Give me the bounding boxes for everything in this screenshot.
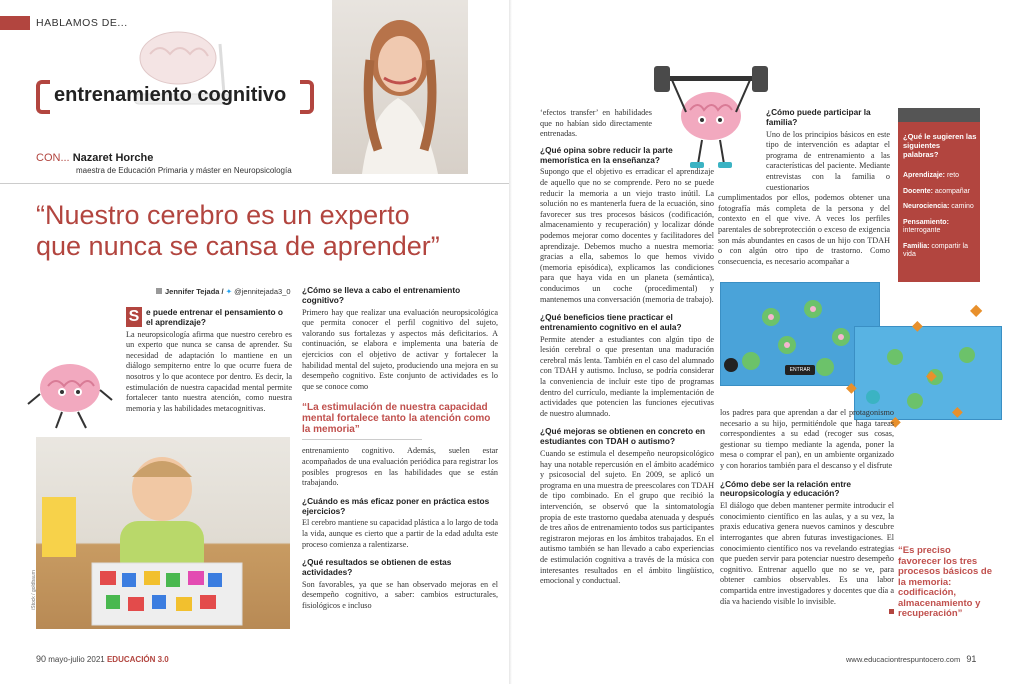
pull-divider	[302, 439, 422, 440]
walking-brain-illustration	[24, 358, 116, 434]
fish-icon: ◆	[912, 319, 923, 334]
question-4: ¿Qué resultados se obtienen de estas actividades?	[302, 557, 452, 577]
page-number-right: 91	[966, 654, 977, 664]
answer-2a: Primero hay que realizar una evaluación neuropsicológica que permita conocer el perfil cognitivo del sujeto, valorando sus fortalezas y aspectos más deficitarios. A continuación, se elabora e implementa una batería de ejercicios con el objetivo de activar y fortalecer la habilidad mental del sujeto, produciendo una mejora en su desempeño cognitivo. Este conjunto de actividades es lo que se conoce como	[302, 307, 498, 391]
topic-title: entrenamiento cognitivo	[54, 84, 287, 106]
interviewee-name: Nazaret Horche	[72, 152, 154, 164]
question-3: ¿Cuándo es más eficaz poner en práctica estos ejercicios?	[302, 495, 490, 516]
pull-quote-2: “Es preciso favorecer los tres procesos básicos de la memoria: codificación, almacenamiento y recuperación”	[898, 545, 992, 619]
answer-4: Son favorables, ya que se han observado mejoras en el desempeño cognitivo, a saber: cambios estructurales, fisiológicos e incluso	[302, 579, 498, 610]
fish-icon: ◆	[952, 405, 963, 420]
question-1: e puede entrenar el pensamiento o el aprendizaje?	[146, 307, 283, 327]
sidebar-item: Familia: compartir la vida	[903, 242, 968, 258]
question-6: ¿Qué beneficios tiene practicar el entrenamiento cognitivo en el aula?	[540, 312, 682, 332]
dropcap: S	[126, 307, 142, 327]
fish-icon: ◆	[970, 302, 983, 319]
answer-5: Supongo que el objetivo es erradicar el aprendizaje de aquello que no se comprende. Pero no se puede reducir la memoria a un viejo trasto inútil. La solución no es mantenerla fuera de la ecuación, sino favorecer sus tres procesos básicos (codificación, almacenamiento y recuperación) y localizar dónde podemos mejorar como docentes y facilitadores del aprendizaje. Debemos mucho a nuestra memoria: gracias a ella, sabemos lo que hemos vivido (memoria episódica), explicamos las condiciones para que haya vida en un planeta (semántica), conducimos un coche (procedimental) y mantenemos una conversación (memoria de trabajo).	[540, 167, 714, 304]
column-4	[718, 108, 890, 267]
column-3	[540, 108, 714, 587]
answer-9: El diálogo que deben mantener permite introducir el conocimiento científico en las aulas, y a su vez, la praxis educativa genera nuevos caminos y descubre interrogantes que abren futuras investigaciones. El conocimiento científico nos va revelando estrategias que pueden servir para potenciar nuestro desempeño cognitivo. Entrenar aquello que no se ve, para obtener cambios observables. Es una labor compartida entre investigadores y docentes que día a día va haciendo visible lo invisible.	[720, 501, 894, 606]
answer-3: El cerebro mantiene su capacidad plástica a lo largo de toda la vida, aunque es cierto que a partir de la edad adulta este proceso comienza a ralentizarse.	[302, 518, 498, 549]
question-2: ¿Cómo se lleva a cabo el entrenamiento cognitivo?	[302, 285, 461, 305]
twitter-handle[interactable]: @jennitejada3_0	[234, 287, 291, 296]
end-mark	[889, 609, 894, 614]
answer-8b: cumplimentados por ellos, podemos obtener una fotografía más completa de la persona y del contexto en el que vive. A veces los perfiles parentales de sobreprotección o exceso de exigencia son más abundantes en casos de un hijo con TDAH o con algún otro tipo de trastorno. Como consecuencia, es necesario acompañar a	[718, 193, 890, 266]
sidebar-item: Aprendizaje: reto	[903, 172, 960, 179]
sidebar-item: Docente: acompañar	[903, 187, 970, 195]
sidebar-box	[898, 108, 980, 282]
section-label: HABLAMOS DE...	[36, 17, 128, 29]
page-number-left: 90	[36, 654, 47, 664]
answer-4-cont: ‘efectos transfer’ en habilidades que no habían sido directamente entrenadas.	[540, 108, 652, 139]
pull-quote-1: “La estimulación de nuestra capacidad mental fortalece tanto la atención como la memoria”	[302, 402, 491, 436]
photo-credit: iStock / goldbaum	[30, 570, 37, 610]
headline	[36, 200, 440, 262]
issue-date: mayo-julio 2021	[48, 655, 105, 664]
interviewee-role: maestra de Educación Primaria y máster en Neuropsicología	[76, 166, 292, 175]
con-label: CON...	[36, 152, 70, 164]
right-page	[512, 0, 1024, 684]
answer-8c: los padres para que aprendan a dar el protagonismo necesario a su hijo, permitiéndole que haga tareas correspondientes a su edad (recoger sus cosas, gestionar su tiempo mediante la agenda, poner la mesa o comprar el pan), en un ambiente organizado y con horarios también para el descanso y el disfrute	[720, 408, 894, 470]
column-1	[126, 308, 292, 414]
fish-icon: ◆	[846, 381, 857, 396]
headline-line-2: que nunca se cansa de aprender”	[36, 231, 440, 261]
topic-box	[36, 72, 314, 126]
sidebar-title: ¿Qué le sugieren las siguientes palabras?	[903, 132, 977, 159]
column-2	[302, 286, 498, 611]
fish-icon: ◆	[926, 369, 937, 384]
question-5: ¿Qué opina sobre reducir la parte memorística en la enseñanza?	[540, 144, 673, 165]
con-line	[36, 152, 153, 164]
sidebar-list	[903, 172, 977, 260]
question-7: ¿Qué mejoras se obtienen en concreto en estudiantes con TDAH o autismo?	[540, 426, 706, 447]
author: Jennifer Tejada /	[165, 287, 224, 296]
left-bracket	[36, 80, 50, 114]
footer-left	[36, 654, 169, 664]
headline-line-1: “Nuestro cerebro es un experto	[36, 200, 410, 230]
sidebar-top-band	[898, 108, 980, 122]
section-tab	[0, 16, 30, 30]
answer-1: La neuropsicología afirma que nuestro cerebro es un experto que nunca se cansa de aprender. Su necesidad de adaptación lo mantiene en un diálogo sempiterno entre lo que ocurre fuera de nosotros y lo que acontece por dentro. Es decir, la estimulación de nuestra capacidad mental permite fortalecer tanto nuestra atención, como nuestra memoria y las habilidades metacognitivas.	[126, 329, 292, 413]
question-8: ¿Cómo puede participar la familia?	[766, 107, 871, 127]
game-enter-button[interactable]: ENTRAR	[785, 365, 815, 375]
question-9: ¿Cómo debe ser la relación entre neuropsicología y educación?	[720, 478, 851, 499]
answer-2b: entrenamiento cognitivo. Además, suelen estar acompañados de una evaluación periódica para registrar los posibles progresos en las habilidades que se están trabajando.	[302, 446, 498, 488]
column-4-continued	[720, 408, 894, 614]
magazine-name: EDUCACIÓN 3.0	[106, 655, 169, 664]
sidebar-item: Neurociencia: camino	[903, 203, 974, 210]
website-url[interactable]: www.educaciontrespuntocero.com	[846, 655, 961, 664]
right-bracket	[300, 80, 314, 114]
byline-square-icon	[156, 288, 162, 294]
footer-right	[846, 654, 976, 664]
answer-8a: Uno de los principios básicos en este tipo de intervención es adaptar el programa de entrenamiento a las características del paciente. Mediante entrevistas con la familia o cuestionarios	[766, 129, 890, 192]
portrait-photo	[332, 0, 468, 174]
sidebar-item: Pensamiento: interrogante	[903, 218, 949, 234]
answer-7: Cuando se estimula el desempeño neuropsicológico hay una notable repercusión en el ámbito académico y psicosocial del sujeto. En 2009, se aplicó un programa en una muestra de preescolares con TDAH de tipo combinado. En el grupo que recibió la intervención, se observó que la sintomatología propia de este trastorno quedaba atenuada y después de tres años de entrenamiento todos sus participantes registraron mejoras en los ámbitos trabajados. En el autismo también se han llevado a cabo experiencias de estimulación cognitiva a través de la música con interesantes resultados en el ámbito lingüístico, emocional y conductual.	[540, 449, 714, 586]
child-puzzle-photo	[30, 437, 290, 629]
answer-6: Permite atender a estudiantes con algún tipo de lesión cerebral o que presentan una maduración cerebral más lenta. También en el caso del alumnado con TDAH y autismo. Incluso, se podría considerar la conveniencia de incluir este tipo de programas dentro del currículo, mediante la implementación de actividades que potencien las funciones ejecutivas de nuestro alumnado.	[540, 334, 714, 418]
twitter-icon: ✦	[225, 287, 233, 296]
fish-icon: ◆	[890, 415, 901, 430]
header-divider	[0, 183, 512, 184]
byline	[156, 287, 291, 296]
